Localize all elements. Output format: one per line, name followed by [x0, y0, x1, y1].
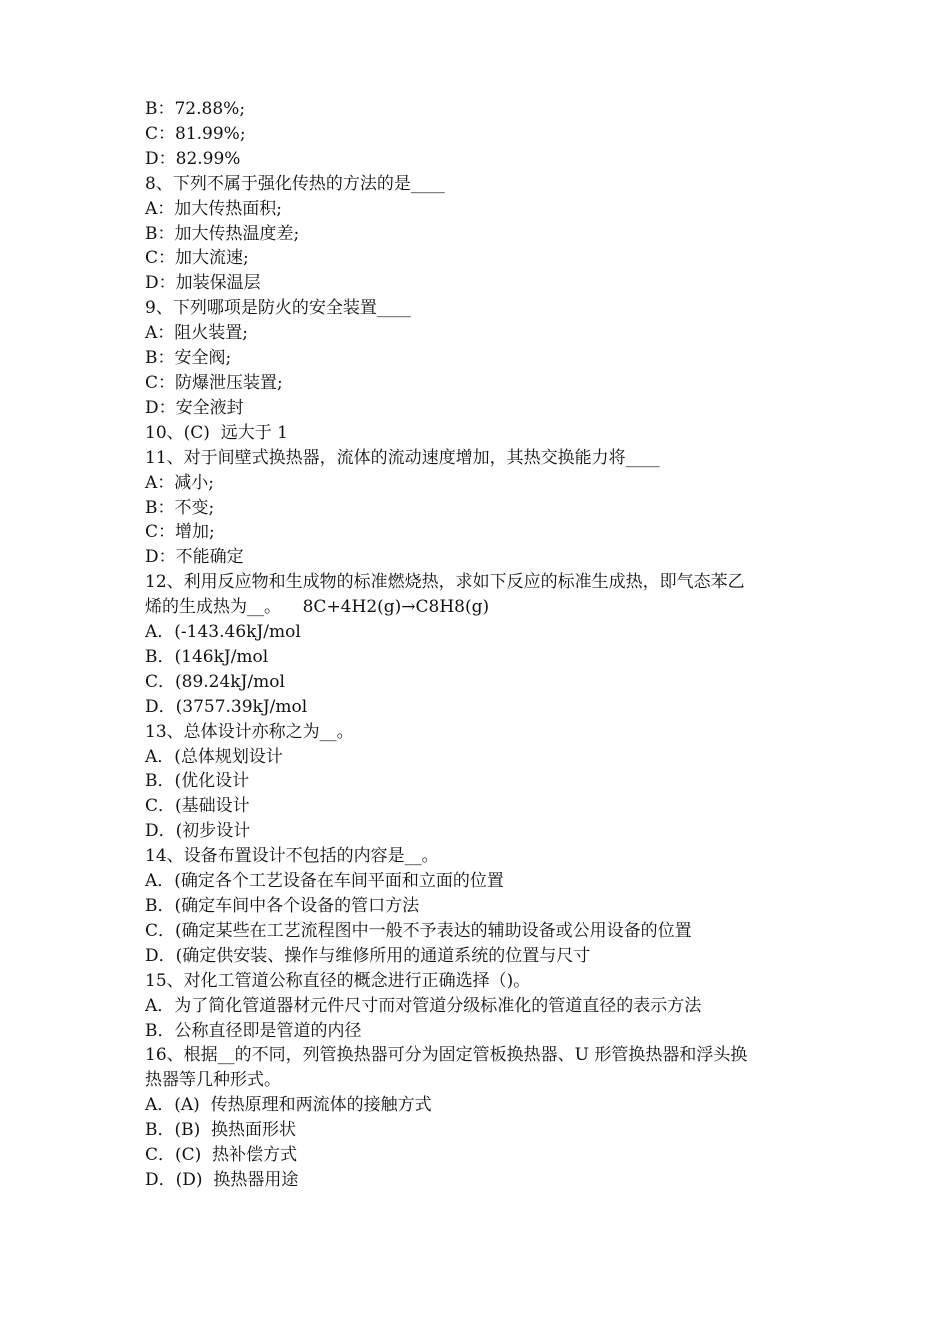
- text-line: C：加大流速;: [145, 248, 249, 269]
- text-line: D．(3757.39kJ/mol: [145, 696, 308, 717]
- text-line: C：增加;: [145, 522, 215, 543]
- text-line: D：加装保温层: [145, 273, 261, 294]
- text-line: B：不变;: [145, 497, 215, 518]
- text-line: A．为了简化管道器材元件尺寸而对管道分级标准化的管道直径的表示方法: [145, 995, 702, 1016]
- text-line: D．(初步设计: [145, 821, 251, 842]
- text-line: B：安全阀;: [145, 348, 232, 369]
- text-line: C．(C) 热补偿方式: [145, 1145, 298, 1166]
- text-line: 烯的生成热为__。 8C+4H2(g)→C8H8(g): [145, 597, 490, 618]
- question-16: 16、根据__的不同，列管换热器可分为固定管板换热器、U 形管换热器和浮头换: [145, 1045, 748, 1066]
- text-line: D：不能确定: [145, 547, 244, 568]
- text-line: A．(确定各个工艺设备在车间平面和立面的位置: [145, 871, 504, 892]
- question-13: 13、总体设计亦称之为__。: [145, 721, 354, 742]
- text-line: C．(89.24kJ/mol: [145, 671, 285, 692]
- text-line: D．(D) 换热器用途: [145, 1169, 299, 1190]
- text-line: B．(B) 换热面形状: [145, 1120, 297, 1141]
- text-line: D：安全液封: [145, 397, 244, 418]
- text-line: B．(优化设计: [145, 771, 250, 792]
- text-line: C．(确定某些在工艺流程图中一般不予表达的辅助设备或公用设备的位置: [145, 920, 692, 941]
- document-body: [145, 97, 825, 1193]
- text-line: A：加大传热面积;: [145, 198, 283, 219]
- text-line: B：加大传热温度差;: [145, 223, 300, 244]
- text-line: C：防爆泄压装置;: [145, 372, 283, 393]
- text-line: B．(146kJ/mol: [145, 646, 269, 667]
- text-line: B：72.88%;: [145, 99, 246, 119]
- question-11: 11、对于间壁式换热器，流体的流动速度增加，其热交换能力将____: [145, 447, 660, 468]
- text-line: A．(A) 传热原理和两流体的接触方式: [145, 1095, 432, 1116]
- text-line: A：减小;: [145, 472, 215, 493]
- question-8: 8、下列不属于强化传热的方法的是____: [145, 173, 445, 194]
- text-line: B．(确定车间中各个设备的管口方法: [145, 896, 420, 916]
- question-12: 12、利用反应物和生成物的标准燃烧热，求如下反应的标准生成热，即气态苯乙: [145, 572, 745, 593]
- text-line: A．(-143.46kJ/mol: [145, 622, 301, 643]
- text-line: B．公称直径即是管道的内径: [145, 1020, 362, 1041]
- text-line: 热器等几种形式。: [145, 1070, 281, 1091]
- text-line: A．(总体规划设计: [145, 746, 283, 767]
- text-line: D．(确定供安装、操作与维修所用的通道系统的位置与尺寸: [145, 945, 591, 966]
- question-15: 15、对化工管道公称直径的概念进行正确选择（)。: [145, 970, 531, 991]
- text-line: C：81.99%;: [145, 123, 246, 144]
- text-line: C．(基础设计: [145, 796, 250, 817]
- text-line: A：阻火装置;: [145, 323, 249, 344]
- question-10: 10、(C) 远大于 1: [145, 422, 288, 443]
- question-9: 9、下列哪项是防火的安全装置____: [145, 298, 411, 319]
- question-14: 14、设备布置设计不包括的内容是__。: [145, 846, 439, 867]
- text-line: D：82.99%: [145, 148, 241, 169]
